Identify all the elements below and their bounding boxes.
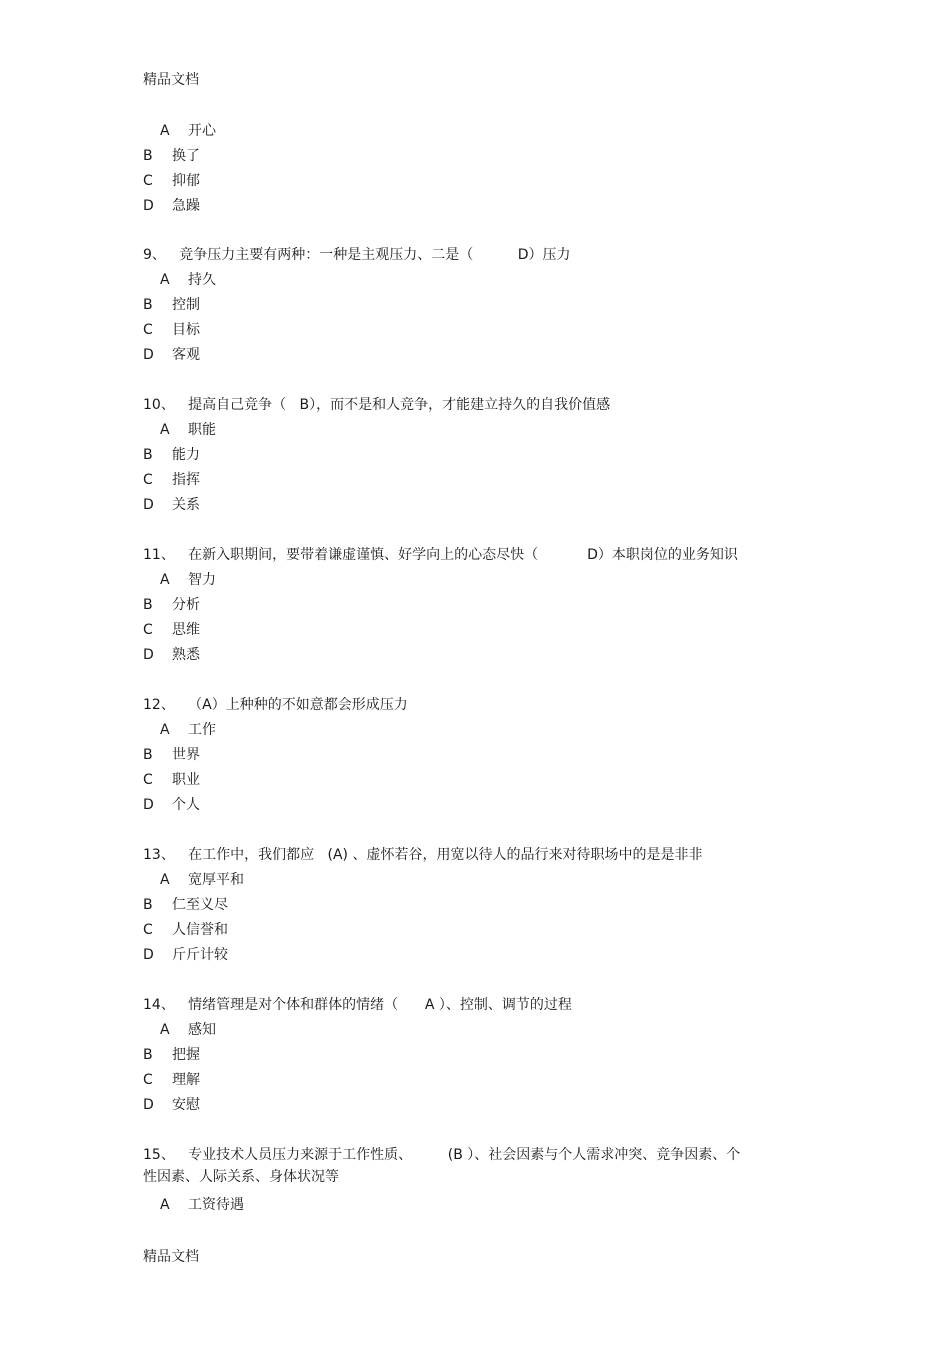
option-letter: C	[143, 472, 153, 488]
option-letter: D	[143, 797, 154, 813]
option-a	[160, 271, 216, 289]
option-d	[143, 796, 200, 814]
option-text: 感知	[188, 1022, 216, 1038]
question-stem: 12、 （A）上种种的不如意都会形成压力	[143, 697, 408, 713]
option-a	[160, 122, 216, 140]
option-letter: A	[160, 872, 170, 888]
option-text: 熟悉	[172, 647, 200, 663]
option-letter: C	[143, 173, 153, 189]
option-text: 关系	[172, 497, 200, 513]
option-text: 工资待遇	[188, 1197, 244, 1213]
option-letter: A	[160, 1022, 170, 1038]
option-letter: B	[143, 747, 153, 763]
option-text: 持久	[188, 272, 216, 288]
question-stem: 10、 提高自己竞争（ B），而不是和人竞争，才能建立持久的自我价值感	[143, 397, 611, 413]
option-text: 安慰	[172, 1097, 200, 1113]
option-c	[143, 771, 200, 789]
option-a	[160, 871, 244, 889]
option-c	[143, 1071, 200, 1089]
option-d	[143, 1096, 200, 1114]
option-letter: D	[143, 947, 154, 963]
option-letter: D	[143, 497, 154, 513]
question-stem: 11、 在新入职期间，要带着谦虚谨慎、好学向上的心态尽快（ D）本职岗位的业务知识	[143, 547, 738, 563]
question-stem: 9、 竞争压力主要有两种：一种是主观压力、二是（ D）压力	[143, 247, 571, 263]
option-b	[143, 147, 200, 165]
option-letter: B	[143, 297, 153, 313]
option-b	[143, 446, 200, 464]
option-letter: D	[143, 347, 154, 363]
option-a	[160, 721, 216, 739]
option-text: 理解	[172, 1072, 200, 1088]
option-text: 仁至义尽	[172, 897, 228, 913]
option-letter: C	[143, 922, 153, 938]
footer-watermark: 精品文档	[143, 1249, 199, 1265]
option-text: 宽厚平和	[188, 872, 244, 888]
option-text: 换了	[172, 148, 200, 164]
option-letter: C	[143, 622, 153, 638]
option-b	[143, 1046, 200, 1064]
option-letter: B	[143, 447, 153, 463]
option-letter: B	[143, 1047, 153, 1063]
option-letter: B	[143, 148, 153, 164]
option-text: 智力	[188, 572, 216, 588]
option-a	[160, 571, 216, 589]
option-d	[143, 646, 200, 664]
option-d	[143, 346, 200, 364]
option-b	[143, 746, 200, 764]
question-stem: 15、 专业技术人员压力来源于工作性质、 (B ）、社会因素与个人需求冲突、竞争因素、个	[143, 1147, 741, 1163]
option-text: 职能	[188, 422, 216, 438]
option-d	[143, 197, 200, 215]
option-b	[143, 296, 200, 314]
option-text: 目标	[172, 322, 200, 338]
option-a	[160, 1021, 216, 1039]
question-stem: 13、 在工作中，我们都应 (A) 、虚怀若谷，用宽以待人的品行来对待职场中的是是非非	[143, 847, 703, 863]
option-text: 能力	[172, 447, 200, 463]
option-a	[160, 421, 216, 439]
option-text: 急躁	[172, 198, 200, 214]
option-c	[143, 621, 200, 639]
question-stem: 14、 情绪管理是对个体和群体的情绪（ A ）、控制、调节的过程	[143, 997, 572, 1013]
option-text: 斤斤计较	[172, 947, 228, 963]
option-letter: D	[143, 647, 154, 663]
option-letter: A	[160, 572, 170, 588]
option-letter: C	[143, 1072, 153, 1088]
option-c	[143, 172, 200, 190]
option-d	[143, 496, 200, 514]
option-text: 客观	[172, 347, 200, 363]
option-c	[143, 921, 228, 939]
question-stem-continued: 性因素、人际关系、身体状况等	[143, 1169, 339, 1185]
option-b	[143, 596, 200, 614]
option-letter: C	[143, 322, 153, 338]
option-a	[160, 1196, 244, 1214]
option-letter: A	[160, 722, 170, 738]
option-text: 思维	[172, 622, 200, 638]
header-watermark: 精品文档	[143, 72, 199, 88]
option-letter: C	[143, 772, 153, 788]
option-letter: A	[160, 123, 170, 139]
option-text: 开心	[188, 123, 216, 139]
option-letter: D	[143, 1097, 154, 1113]
option-c	[143, 321, 200, 339]
option-text: 个人	[172, 797, 200, 813]
option-letter: D	[143, 198, 154, 214]
option-c	[143, 471, 200, 489]
option-b	[143, 896, 228, 914]
option-letter: A	[160, 422, 170, 438]
option-text: 人信誉和	[172, 922, 228, 938]
option-text: 工作	[188, 722, 216, 738]
option-letter: A	[160, 1197, 170, 1213]
option-text: 世界	[172, 747, 200, 763]
option-d	[143, 946, 228, 964]
option-text: 抑郁	[172, 173, 200, 189]
option-text: 把握	[172, 1047, 200, 1063]
option-text: 分析	[172, 597, 200, 613]
option-letter: B	[143, 597, 153, 613]
option-text: 指挥	[172, 472, 200, 488]
option-letter: B	[143, 897, 153, 913]
option-text: 职业	[172, 772, 200, 788]
option-text: 控制	[172, 297, 200, 313]
option-letter: A	[160, 272, 170, 288]
